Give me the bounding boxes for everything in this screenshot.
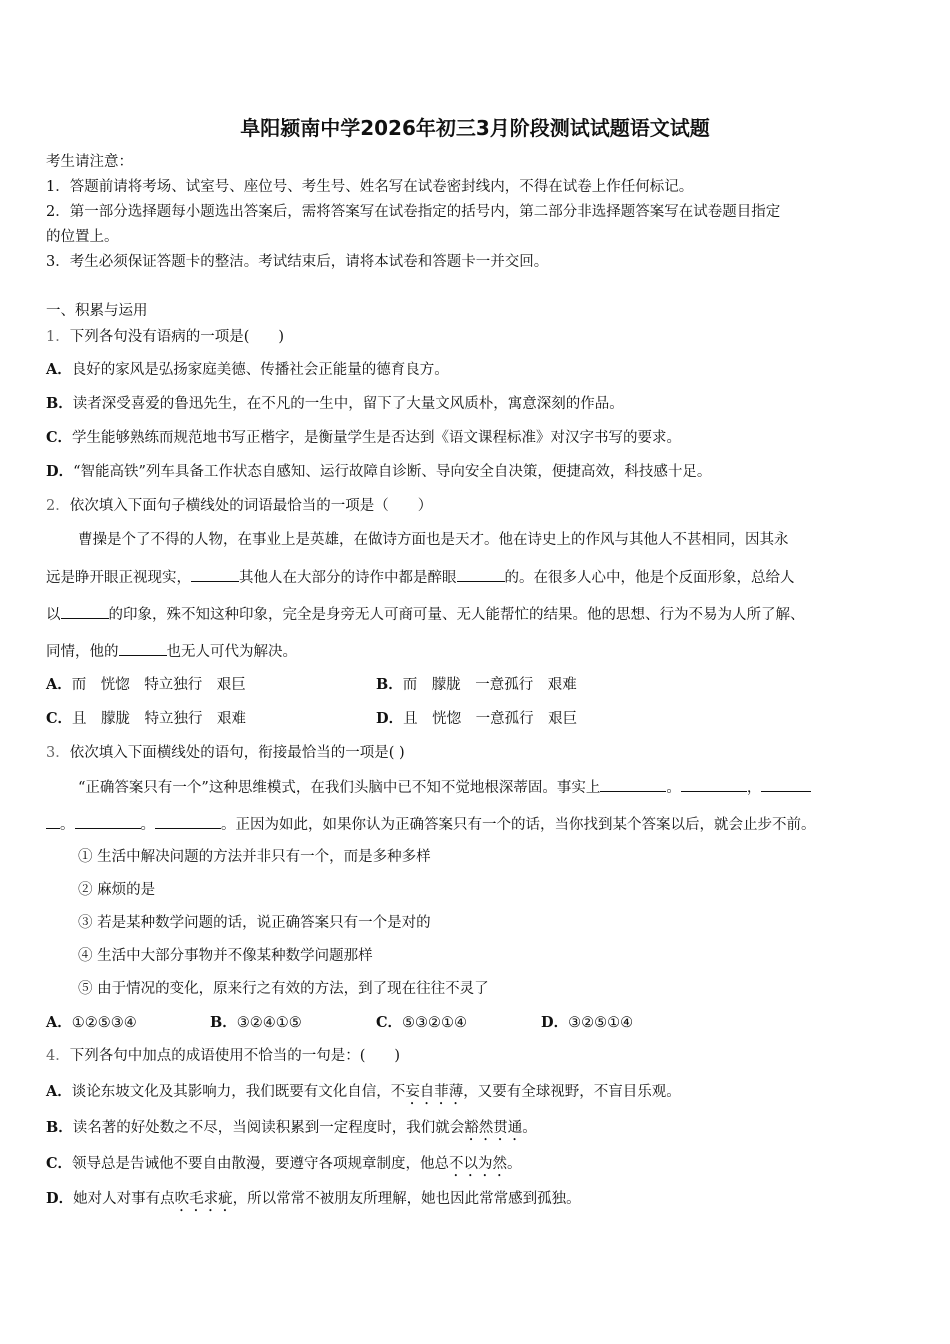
option-text: 领导总是告诫他不要自由散漫，要遵守各项规章制度，他总 — [72, 1156, 450, 1172]
option-d — [541, 1013, 633, 1033]
question-number: 4． — [46, 1048, 70, 1064]
option-label: D． — [46, 463, 74, 480]
passage-line — [46, 604, 805, 625]
question-3 — [46, 743, 405, 763]
passage-line: 曹操是个了不得的人物，在事业上是英雄，在做诗方面也是天才。他在诗史上的作风与其他人不甚相同，因其永 — [78, 532, 789, 548]
notice-item: 2．第一部分选择题每小题选出答案后，需将答案写在试卷指定的括号内，第二部分非选择题答案写在试卷题目指定 — [46, 204, 781, 220]
option-d — [376, 709, 577, 729]
notice-item: 的位置上。 — [46, 229, 119, 245]
option-c — [376, 1013, 467, 1033]
sentence-item: ⑤ 由于情况的变化，原来行之有效的方法，到了现在往往不灵了 — [78, 981, 489, 997]
option-b — [210, 1013, 302, 1033]
option-text: 她对人对事有点 — [73, 1191, 175, 1207]
option-label: D． — [376, 710, 404, 727]
question-stem: 下列各句中加点的成语使用不恰当的一句是：( ) — [69, 1048, 401, 1064]
fill-blank — [75, 814, 141, 829]
fill-blank — [155, 814, 221, 829]
option-label: D． — [46, 1190, 74, 1207]
option-text: 良好的家风是弘扬家庭美德、传播社会正能量的德育良方。 — [71, 362, 449, 378]
dotted-idiom: 妄自菲薄 — [405, 1084, 464, 1100]
passage-text: 的。在很多人心中，他是个反面形象，总给人 — [504, 570, 795, 586]
sentence-item: ③ 若是某种数学问题的话，说正确答案只有一个是对的 — [78, 915, 431, 931]
option-text: 而 恍惚 特立独行 艰巨 — [71, 677, 246, 693]
passage-text: 。正因为如此，如果你认为正确答案只有一个的话，当你找到某个答案以后，就会止步不前。 — [221, 817, 816, 833]
passage-line — [46, 641, 297, 662]
passage-text: 。 — [666, 780, 681, 796]
question-2 — [46, 496, 432, 516]
option-text: ③②④①⑤ — [236, 1015, 302, 1031]
option-a — [46, 1013, 137, 1033]
option-text: 。 — [522, 1120, 537, 1136]
option-text: ③②⑤①④ — [568, 1015, 634, 1031]
option-b — [46, 394, 624, 414]
passage-text: “正确答案只有一个”这种思维模式，在我们头脑中已不知不觉地根深蒂固。事实上 — [78, 780, 601, 796]
question-stem: 依次填入下面横线处的语句，衔接最恰当的一项是( ) — [69, 745, 405, 761]
passage-line — [46, 567, 795, 588]
notice-item: 1．答题前请将考场、试室号、座位号、考生号、姓名写在试卷密封线内，不得在试卷上作任何标记。 — [46, 179, 694, 195]
option-label: B． — [46, 395, 73, 412]
sentence-item: ② 麻烦的是 — [78, 882, 156, 898]
option-label: C． — [376, 1014, 403, 1031]
passage-line — [78, 777, 811, 798]
notice-heading: 考生请注意： — [46, 154, 133, 170]
option-text: 读名著的好处数之不尽，当阅读积累到一定程度时，我们就会 — [72, 1120, 465, 1136]
section-heading: 一、积累与运用 — [46, 303, 148, 319]
question-number: 2． — [46, 498, 70, 514]
option-label: B． — [210, 1014, 237, 1031]
fill-blank — [761, 777, 811, 792]
fill-blank — [46, 814, 60, 829]
option-label: D． — [541, 1014, 569, 1031]
passage-text: 的印象，殊不知这种印象，完全是身旁无人可商可量、无人能帮忙的结果。他的思想、行为不易为人所了解、 — [108, 607, 805, 623]
passage-text: 其他人在大部分的诗作中都是醉眼 — [239, 570, 457, 586]
option-d — [46, 1189, 581, 1215]
sentence-item: ④ 生活中大部分事物并不像某种数学问题那样 — [78, 948, 373, 964]
fill-blank — [191, 567, 239, 582]
option-label: A． — [46, 1014, 72, 1031]
dotted-idiom: 豁然贯通 — [464, 1120, 523, 1136]
option-label: A． — [46, 361, 72, 378]
option-label: C． — [46, 710, 73, 727]
option-text: 读者深受喜爱的鲁迅先生，在不凡的一生中，留下了大量文风质朴，寓意深刻的作品。 — [72, 396, 624, 412]
option-text: ，又要有全球视野，不盲目乐观。 — [463, 1084, 681, 1100]
notice-item: 3．考生必须保证答题卡的整洁。考试结束后，请将本试卷和答题卡一并交回。 — [46, 254, 549, 270]
option-label: B． — [376, 676, 403, 693]
question-stem: 下列各句没有语病的一项是( ) — [69, 329, 285, 345]
option-label: B． — [46, 1119, 73, 1136]
fill-blank — [600, 777, 666, 792]
sentence-item: ① 生活中解决问题的方法并非只有一个，而是多种多样 — [78, 849, 431, 865]
option-b — [376, 675, 577, 695]
option-text: 而 朦胧 一意孤行 艰难 — [402, 677, 577, 693]
option-text: 且 恍惚 一意孤行 艰巨 — [403, 711, 578, 727]
page-title: 阜阳颍南中学2026年初三3月阶段测试试题语文试题 — [240, 116, 710, 140]
passage-text: 。 — [60, 817, 75, 833]
passage-text: ， — [746, 780, 762, 796]
option-label: C． — [46, 1155, 73, 1172]
fill-blank — [61, 604, 109, 619]
option-text: ⑤③②①④ — [402, 1015, 468, 1031]
option-label: A． — [46, 676, 72, 693]
passage-text: 同情，他的 — [46, 644, 119, 660]
question-number: 3． — [46, 745, 70, 761]
option-b — [46, 1118, 537, 1144]
passage-text: 以 — [46, 607, 61, 623]
option-text: ①②⑤③④ — [71, 1015, 137, 1031]
option-text: 。 — [507, 1156, 522, 1172]
dotted-idiom: 吹毛求疵 — [174, 1191, 233, 1207]
question-number: 1． — [46, 329, 70, 345]
passage-text: 远是睁开眼正视现实， — [46, 570, 191, 586]
dotted-idiom: 不以为然 — [449, 1156, 508, 1172]
fill-blank — [681, 777, 747, 792]
option-label: C． — [46, 429, 73, 446]
question-stem: 依次填入下面句子横线处的词语最恰当的一项是（ ） — [69, 498, 433, 514]
option-label: A． — [46, 1083, 72, 1100]
option-c — [46, 1154, 522, 1180]
option-a — [46, 360, 449, 380]
passage-text: 也无人可代为解决。 — [166, 644, 297, 660]
passage-text: 。 — [140, 817, 155, 833]
option-text: 谈论东坡文化及其影响力，我们既要有文化自信，不 — [71, 1084, 406, 1100]
fill-blank — [457, 567, 505, 582]
question-4 — [46, 1046, 400, 1066]
option-a — [46, 675, 246, 695]
option-a — [46, 1082, 681, 1108]
option-c — [46, 428, 681, 448]
option-d — [46, 462, 711, 482]
option-c — [46, 709, 246, 729]
option-text: 学生能够熟练而规范地书写正楷字，是衡量学生是否达到《语文课程标准》对汉字书写的要求。 — [72, 430, 682, 446]
fill-blank — [119, 641, 167, 656]
question-1 — [46, 327, 284, 347]
option-text: 且 朦胧 特立独行 艰难 — [72, 711, 247, 727]
option-text: “智能高铁”列车具备工作状态自感知、运行故障自诊断、导向安全自决策，便捷高效，科技感十足。 — [73, 464, 712, 480]
option-text: ，所以常常不被朋友所理解，她也因此常常感到孤独。 — [232, 1191, 581, 1207]
passage-line — [46, 814, 816, 835]
